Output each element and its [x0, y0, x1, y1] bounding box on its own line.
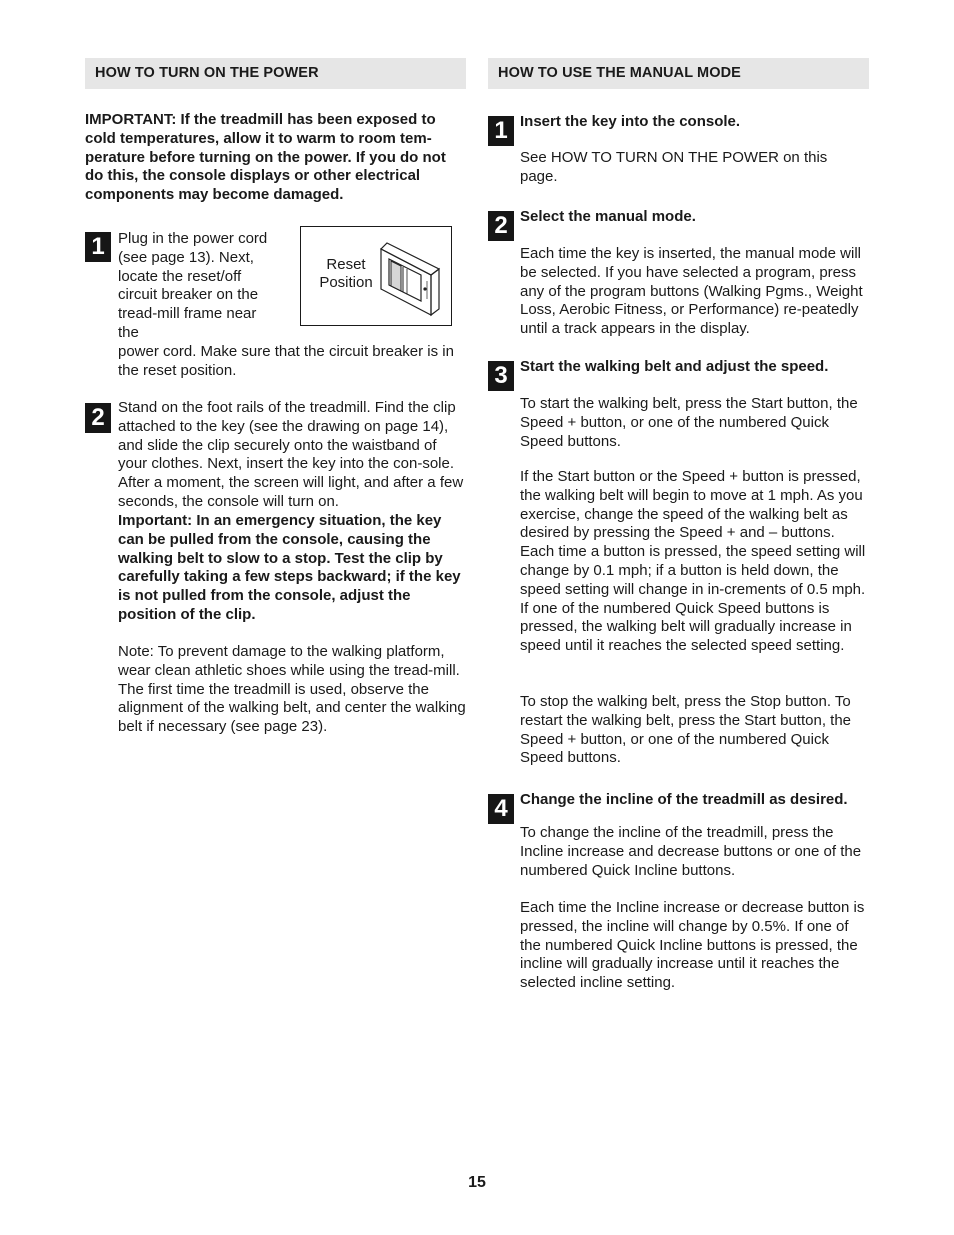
step-number-2: 2 — [85, 403, 111, 433]
section-header-manual-mode: HOW TO USE THE MANUAL MODE — [488, 58, 869, 89]
step-2-note: Note: To prevent damage to the walking platform, wear clean athletic shoes while using the tread-mill. The first time the treadmill is used, observe the alignment of the walking belt, and center the walking belt if necessary (see page 23). — [118, 643, 466, 736]
manual-step-1-title: Insert the key into the console. — [520, 113, 741, 130]
figure-label — [309, 256, 383, 292]
circuit-breaker-icon — [377, 239, 449, 319]
step-2-text: Stand on the foot rails of the treadmill. Find the clip attached to the key (see the drawing on page 14), and slide the clip securely onto the waistband of your clothes. Next, insert the key into the con-sole. After a moment, the screen will light, and after a few seconds, the console will turn on. — [118, 399, 464, 510]
figure-label-line-2: Position — [319, 274, 373, 291]
manual-step-2-text: Each time the key is inserted, the manual mode will be selected. If you have selected a program, press any of the program buttons (Walking Pgms., Weight Loss, Aerobic Fitness, or Performance) re-peatedly until a track appears in the display. — [520, 245, 863, 338]
manual-step-number-4: 4 — [488, 794, 514, 824]
left-column — [85, 58, 466, 736]
manual-step-3-text-3: To stop the walking belt, press the Stop button. To restart the walking belt, press the Start button, the Speed + button, or one of the numbered Quick Speed buttons. — [520, 693, 852, 767]
step-number-1: 1 — [85, 232, 111, 262]
manual-step-4-text-2: Each time the Incline increase or decrease button is pressed, the incline will change by 0.5%. If one of the numbered Quick Incline buttons is pressed, the incline will gradually increase until it reaches the selected incline setting. — [520, 899, 865, 992]
page-number: 15 — [468, 1174, 486, 1191]
figure-label-line-1: Reset — [326, 256, 366, 273]
step-1-text-wide: power cord. Make sure that the circuit breaker is in the reset position. — [118, 343, 454, 379]
manual-step-4-text-1: To change the incline of the treadmill, press the Incline increase and decrease buttons or one of the numbered Quick Incline buttons. — [520, 824, 862, 879]
manual-step-number-2: 2 — [488, 211, 514, 241]
manual-step-number-3: 3 — [488, 361, 514, 391]
manual-step-3-text-2: If the Start button or the Speed + button is pressed, the walking belt will begin to move at 1 mph. As you exercise, change the speed of the walking belt as desired by pressing the Speed + and – buttons. Each time a button is pressed, the speed setting will change by 0.1 mph; if a button is held down, the speed setting will change in in-crements of 0.5 mph. If one of the numbered Quick Speed buttons is pressed, the walking belt will gradually increase in speed until it reaches the selected speed setting. — [520, 468, 866, 655]
reset-position-figure — [300, 226, 452, 326]
section-header-power: HOW TO TURN ON THE POWER — [85, 58, 466, 89]
step-2-important: Important: In an emergency situation, the key can be pulled from the console, causing the walking belt to slow to a stop. Test the clip by carefully taking a few steps backward; if the key is not pulled from the console, adjust the position of the clip. — [118, 512, 461, 623]
important-warning: IMPORTANT: If the treadmill has been exposed to cold temperatures, allow it to warm to room tem-perature before turning on the power. If you do not do this, the console displays or other electrical components may become damaged. — [85, 111, 446, 204]
right-column — [488, 58, 869, 992]
step-1-text-narrow: Plug in the power cord (see page 13). Next, locate the reset/off circuit breaker on the tread-mill frame near the — [118, 230, 268, 341]
manual-step-number-1: 1 — [488, 116, 514, 146]
manual-step-3-title: Start the walking belt and adjust the speed. — [520, 358, 829, 375]
manual-step-3-text-1: To start the walking belt, press the Start button, the Speed + button, or one of the numbered Quick Speed buttons. — [520, 395, 858, 450]
manual-step-2-title: Select the manual mode. — [520, 208, 696, 225]
manual-step-4-title: Change the incline of the treadmill as desired. — [520, 791, 848, 808]
manual-step-1-text: See HOW TO TURN ON THE POWER on this page. — [520, 149, 828, 185]
